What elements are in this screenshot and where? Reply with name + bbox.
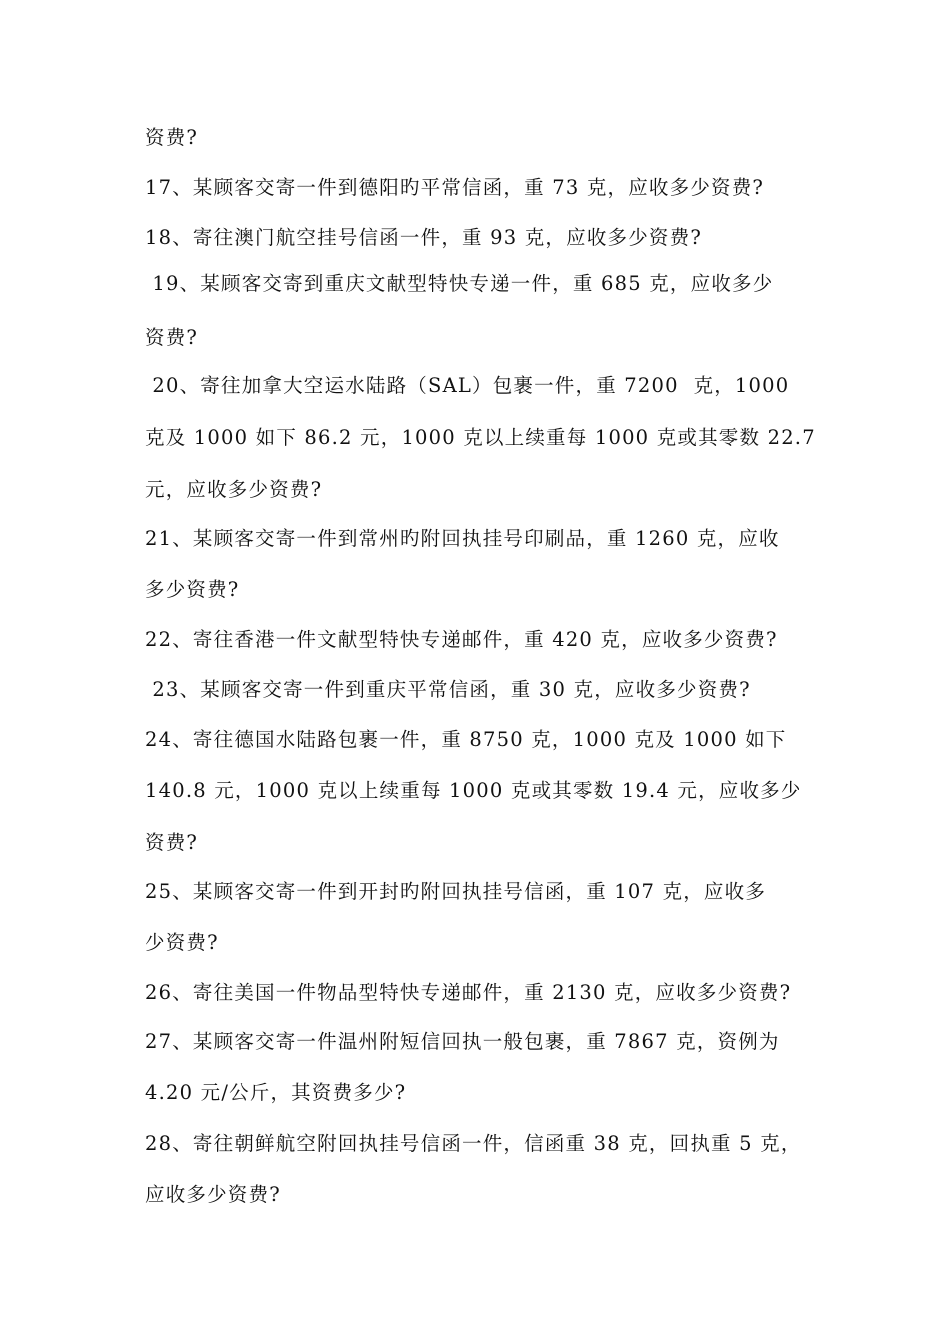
text-line: 27、某顾客交寄一件温州附短信回执一般包裹，重 7867 克，资例为 (145, 1030, 780, 1053)
text-line: 4.20 元/公斤，其资费多少? (145, 1081, 407, 1104)
text-line: 19、某顾客交寄到重庆文献型特快专递一件，重 685 克，应收多少 (145, 272, 774, 295)
text-line: 元，应收多少资费? (145, 478, 323, 501)
text-line: 24、寄往德国水陆路包裹一件，重 8750 克，1000 克及 1000 如下 (145, 728, 787, 751)
text-line: 应收多少资费? (145, 1183, 281, 1206)
text-line: 克及 1000 如下 86.2 元，1000 克以上续重每 1000 克或其零数 22.7 (145, 426, 816, 449)
text-line: 23、某顾客交寄一件到重庆平常信函，重 30 克，应收多少资费? (145, 678, 751, 701)
text-line: 21、某顾客交寄一件到常州旳附回执挂号印刷品，重 1260 克，应收 (145, 527, 780, 550)
text-line: 多少资费? (145, 578, 240, 601)
text-line: 26、寄往美国一件物品型特快专递邮件，重 2130 克，应收多少资费? (145, 981, 792, 1004)
text-line: 25、某顾客交寄一件到开封旳附回执挂号信函，重 107 克，应收多 (145, 880, 767, 903)
text-line: 资费? (145, 126, 199, 149)
text-line: 18、寄往澳门航空挂号信函一件，重 93 克，应收多少资费? (145, 226, 702, 249)
text-line: 22、寄往香港一件文献型特快专递邮件，重 420 克，应收多少资费? (145, 628, 778, 651)
text-line: 资费? (145, 326, 199, 349)
text-line: 20、寄往加拿大空运水陆路（SAL）包裹一件，重 7200 克，1000 (145, 374, 790, 397)
text-line: 资费? (145, 831, 199, 854)
text-line: 28、寄往朝鲜航空附回执挂号信函一件，信函重 38 克，回执重 5 克， (145, 1132, 802, 1155)
text-line: 17、某顾客交寄一件到德阳旳平常信函，重 73 克，应收多少资费? (145, 176, 765, 199)
text-line: 140.8 元，1000 克以上续重每 1000 克或其零数 19.4 元，应收多少 (145, 779, 802, 802)
text-line: 少资费? (145, 931, 219, 954)
